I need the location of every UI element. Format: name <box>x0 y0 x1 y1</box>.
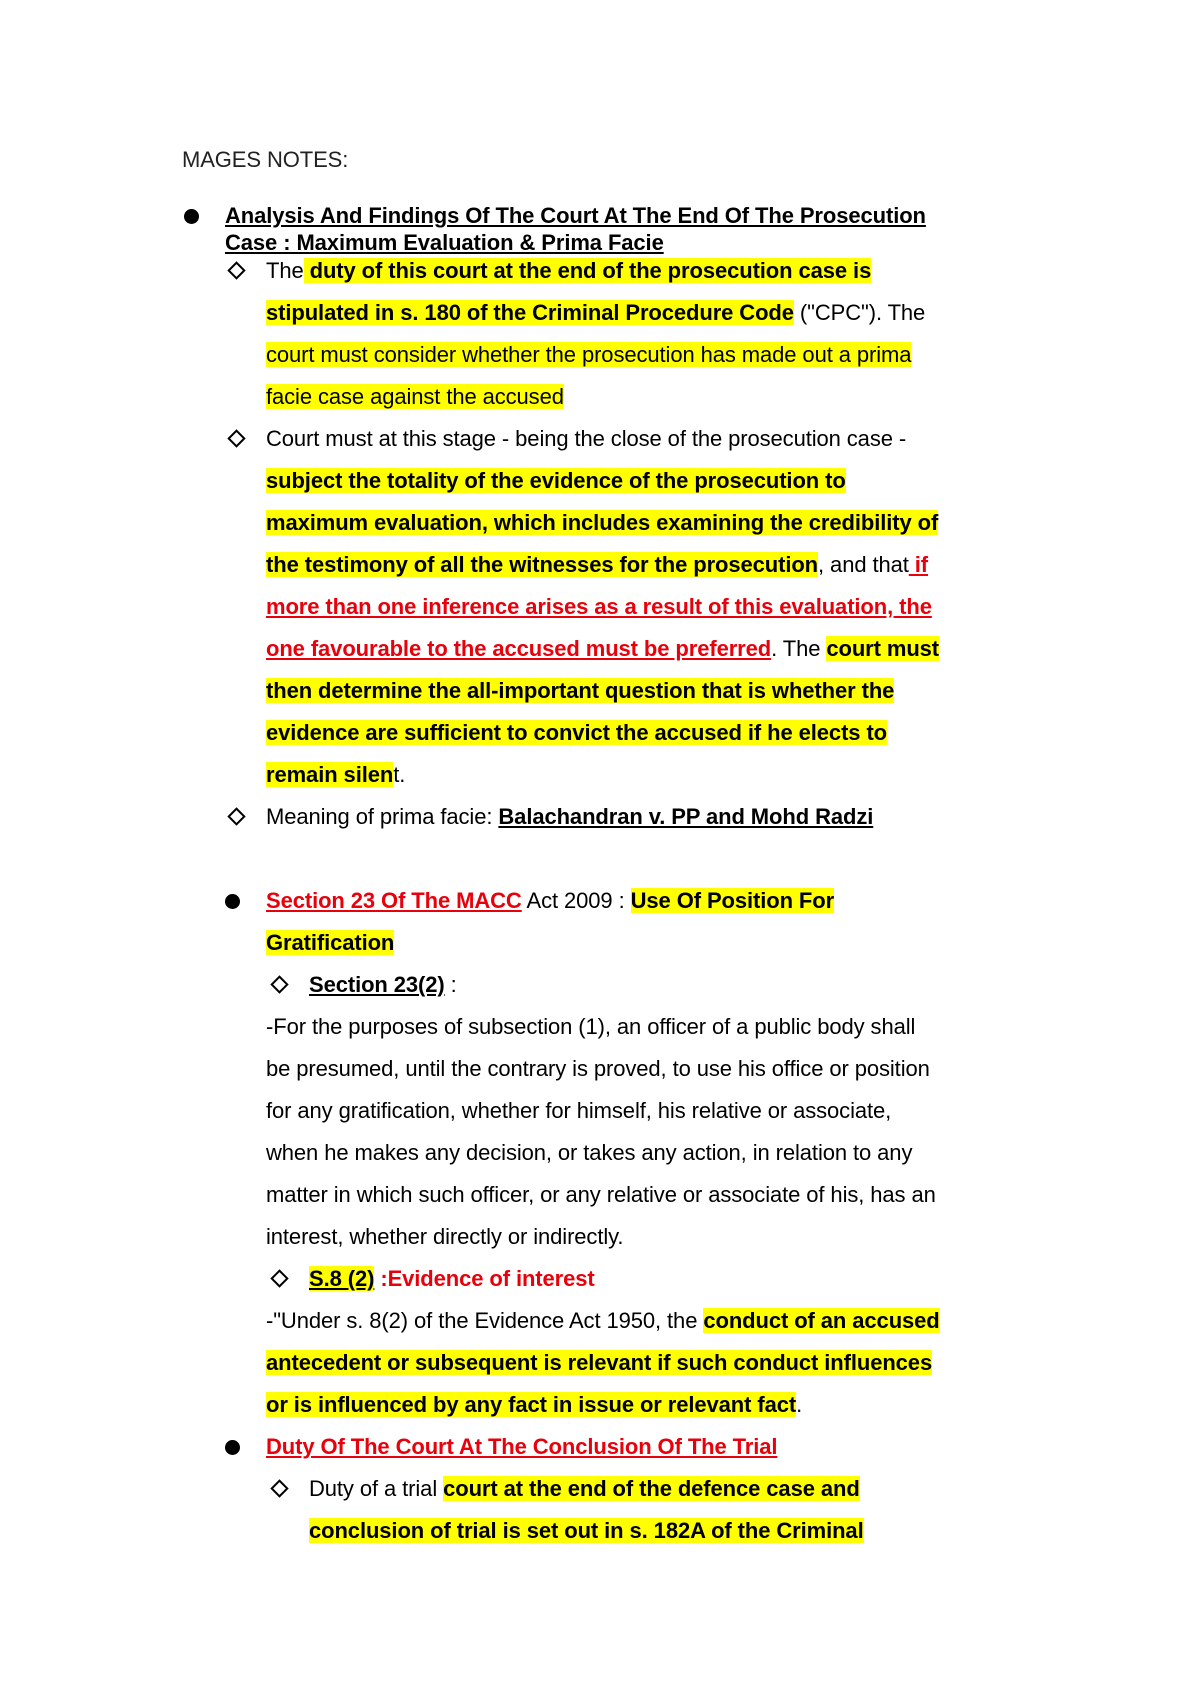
s1-p1-line-1 <box>266 255 871 287</box>
red-underlined-run: one favourable to the accused must be preferred <box>266 636 772 661</box>
diamond-bullet-icon <box>227 429 245 447</box>
s2-sub2-line-1 <box>266 1305 940 1337</box>
s2-sub1-line-1: -For the purposes of subsection (1), an officer of a public body shall <box>266 1014 916 1039</box>
red-underlined-run: more than one inference arises as a result of this evaluation, the <box>266 594 932 619</box>
s2-sub2-heading <box>309 1263 595 1295</box>
s1-p1-line-4 <box>266 381 564 413</box>
s2-sub1-line-4: when he makes any decision, or takes any action, in relation to any <box>266 1140 913 1165</box>
diamond-bullet-icon <box>227 261 245 279</box>
text-run: Act 2009 : <box>521 888 631 913</box>
s3-p1-line-2 <box>309 1515 864 1547</box>
s2-sub2-line-2 <box>266 1347 932 1379</box>
s1-p2-line-4 <box>266 549 928 581</box>
s1-p1-line-3 <box>266 339 911 371</box>
text-run: -"Under s. 8(2) of the Evidence Act 1950, the <box>266 1308 704 1333</box>
s2-sub1-line-6: interest, whether directly or indirectly. <box>266 1224 624 1249</box>
highlighted-run: stipulated in s. 180 of the Criminal Procedure Code <box>266 300 794 325</box>
section-1-heading-line-2: Case : Maximum Evaluation & Prima Facie <box>225 230 664 255</box>
highlighted-run: maximum evaluation, which includes examining the credibility of <box>266 510 939 535</box>
s1-p2-line-5 <box>266 591 932 623</box>
s2-sub1-line-5: matter in which such officer, or any relative or associate of his, has an <box>266 1182 936 1207</box>
s2-sub1-line-2: be presumed, until the contrary is proved, to use his office or position <box>266 1056 930 1081</box>
highlighted-run: antecedent or subsequent is relevant if such conduct influences <box>266 1350 933 1375</box>
highlighted-run: conduct of an accused <box>703 1308 940 1333</box>
highlighted-run: court must <box>826 636 940 661</box>
diamond-bullet-icon <box>227 807 245 825</box>
s1-p2-line-1: Court must at this stage - being the close of the prosecution case - <box>266 426 907 451</box>
page-title: MAGES NOTES: <box>182 147 349 172</box>
section-label: Section 23(2) <box>309 972 445 997</box>
bullet-icon <box>225 1440 240 1455</box>
s2-sub2-line-3 <box>266 1389 802 1421</box>
text-run: Meaning of prima facie: <box>266 804 499 829</box>
text-run: t. <box>393 762 406 787</box>
s1-p2-line-2 <box>266 465 846 497</box>
s2-sub1-line-3: for any gratification, whether for himself, his relative or associate, <box>266 1098 892 1123</box>
s1-p2-line-9 <box>266 759 405 791</box>
s1-p1-line-2 <box>266 297 925 329</box>
text-run: . <box>796 1392 803 1417</box>
highlighted-run: the testimony of all the witnesses for the prosecution <box>266 552 819 577</box>
diamond-bullet-icon <box>270 1269 288 1287</box>
s1-p2-line-6 <box>266 633 939 665</box>
section-label: S.8 (2) <box>309 1266 375 1291</box>
s3-p1-line-1 <box>309 1473 860 1505</box>
section-1-heading-line-1: Analysis And Findings Of The Court At The End Of The Prosecution <box>225 203 926 228</box>
diamond-bullet-icon <box>270 1479 288 1497</box>
text-run: . The <box>771 636 827 661</box>
text-run: : <box>444 972 457 997</box>
bullet-icon <box>184 209 199 224</box>
s1-p2-line-3 <box>266 507 938 539</box>
highlighted-run: conclusion of trial is set out in s. 182A of the Criminal <box>309 1518 864 1543</box>
section-2-heading-line-1 <box>266 885 834 917</box>
highlighted-run: facie case against the accused <box>266 384 564 409</box>
s1-p2-line-7 <box>266 675 894 707</box>
s1-p3-line-1 <box>266 801 873 833</box>
case-citation: Balachandran v. PP and Mohd Radzi <box>498 804 874 829</box>
diamond-bullet-icon <box>270 975 288 993</box>
highlighted-run: Gratification <box>266 930 395 955</box>
red-run: :Evidence of interest <box>374 1266 595 1291</box>
highlighted-run: Use Of Position For <box>630 888 835 913</box>
highlighted-run: then determine the all-important question that is whether the <box>266 678 895 703</box>
text-run: The <box>266 258 304 283</box>
s2-sub1-heading <box>309 969 457 1001</box>
s1-p2-line-8 <box>266 717 887 749</box>
red-underlined-run: Section 23 Of The MACC <box>266 888 522 913</box>
highlighted-run: remain silen <box>266 762 394 787</box>
highlighted-run: or is influenced by any fact in issue or relevant fact <box>266 1392 797 1417</box>
highlighted-run: duty of this court at the end of the prosecution case is <box>303 258 872 283</box>
highlighted-run: subject the totality of the evidence of the prosecution to <box>266 468 846 493</box>
text-run: , and that <box>818 552 909 577</box>
section-2-heading-line-2 <box>266 927 394 959</box>
red-underlined-run: if <box>908 552 929 577</box>
highlighted-run: court at the end of the defence case and <box>443 1476 860 1501</box>
highlighted-run: evidence are sufficient to convict the accused if he elects to <box>266 720 888 745</box>
section-3-heading: Duty Of The Court At The Conclusion Of The Trial <box>266 1434 778 1459</box>
text-run: Duty of a trial <box>309 1476 444 1501</box>
highlighted-run: court must consider whether the prosecution has made out a prima <box>266 342 912 367</box>
text-run: ("CPC"). The <box>793 300 926 325</box>
bullet-icon <box>225 894 240 909</box>
